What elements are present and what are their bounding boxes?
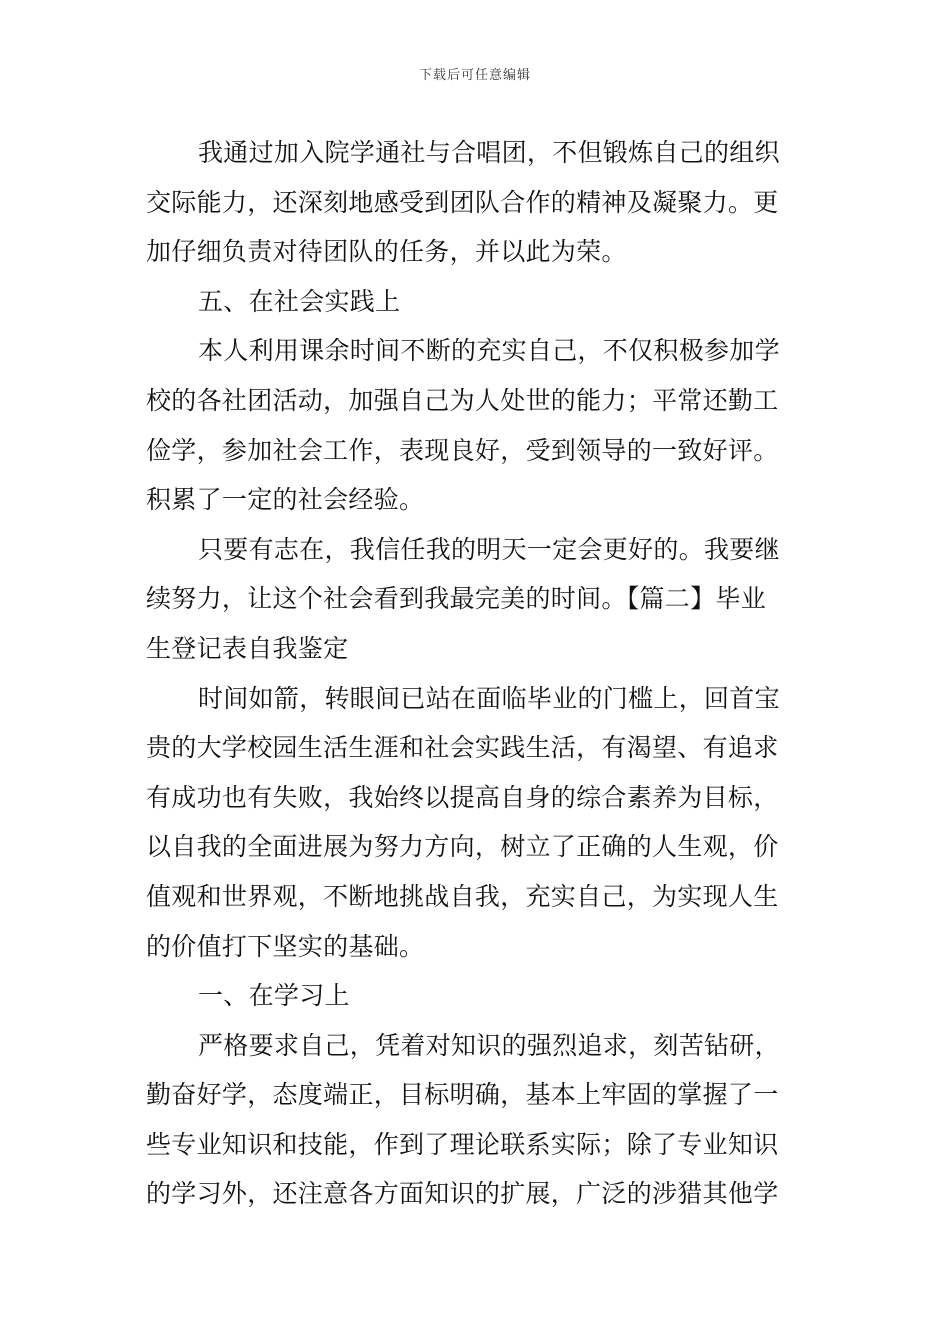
text-line: 生登记表自我鉴定 bbox=[146, 633, 349, 663]
text-line: 有成功也有失败，我始终以提高自身的综合素养为目标， bbox=[146, 782, 779, 812]
text-line: 我通过加入院学通社与合唱团，不但锻炼自己的组织 bbox=[198, 138, 780, 167]
text-line: 的价值打下坚实的基础。 bbox=[146, 931, 425, 961]
text-line: 的学习外，还注意各方面知识的扩展，广泛的涉猎其他学 bbox=[146, 1179, 779, 1209]
text-line: 本人利用课余时间不断的充实自己，不仅积极参加学 bbox=[198, 336, 780, 366]
text-line: 以自我的全面进展为努力方向，树立了正确的人生观，价 bbox=[146, 832, 779, 862]
document-body bbox=[146, 128, 810, 1219]
section-heading: 五、在社会实践上 bbox=[198, 286, 401, 316]
text-line: 俭学，参加社会工作，表现良好，受到领导的一致好评。 bbox=[146, 435, 779, 465]
section-heading: 一、在学习上 bbox=[198, 981, 350, 1011]
text-line: 值观和世界观，不断地挑战自我，充实自己，为实现人生 bbox=[146, 881, 779, 911]
text-line: 时间如箭，转眼间已站在面临毕业的门槛上，回首宝 bbox=[198, 683, 780, 713]
page-header-note: 下载后可任意编辑 bbox=[418, 68, 531, 83]
text-line: 严格要求自己，凭着对知识的强烈追求，刻苦钻研， bbox=[198, 1030, 780, 1060]
text-line: 积累了一定的社会经验。 bbox=[146, 485, 425, 515]
text-line: 只要有志在，我信任我的明天一定会更好的。我要继 bbox=[198, 534, 780, 564]
text-line: 些专业知识和技能，作到了理论联系实际；除了专业知识 bbox=[146, 1129, 779, 1159]
text-line: 加仔细负责对待团队的任务，并以此为荣。 bbox=[146, 237, 627, 267]
text-line: 勤奋好学，态度端正，目标明确，基本上牢固的掌握了一 bbox=[146, 1080, 779, 1110]
text-line: 交际能力，还深刻地感受到团队合作的精神及凝聚力。更 bbox=[146, 187, 779, 217]
text-line: 续努力，让这个社会看到我最完美的时间。【篇二】毕业 bbox=[146, 584, 767, 614]
text-line: 校的各社团活动，加强自己为人处世的能力；平常还勤工 bbox=[146, 385, 779, 415]
text-line: 贵的大学校园生活生涯和社会实践生活，有渴望、有追求 bbox=[146, 733, 779, 763]
